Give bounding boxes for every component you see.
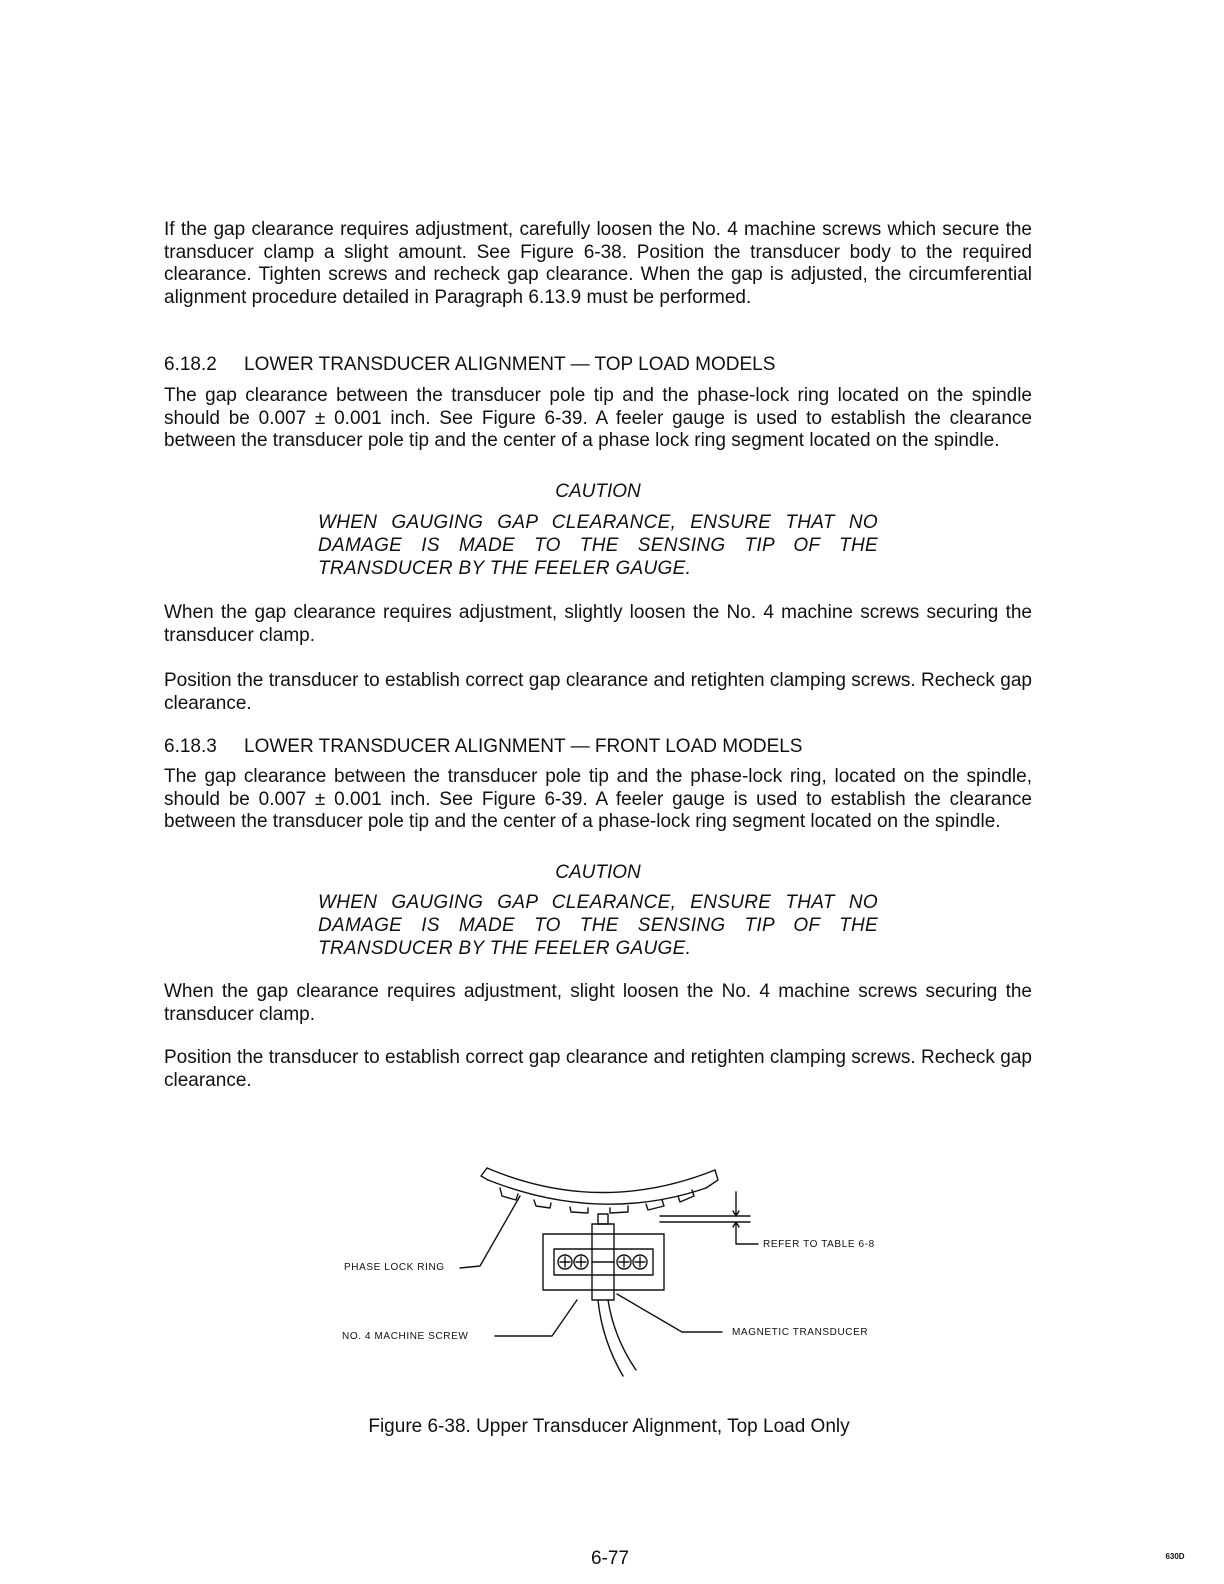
caution-text: WHEN GAUGING GAP CLEARANCE, ENSURE THAT NO DAMAGE IS MADE TO THE SENSING TIP OF THE TRANSDUCER BY THE FEELER GAUGE. <box>318 892 878 959</box>
pole-tip <box>598 1214 608 1224</box>
phase-lock-ring-label: PHASE LOCK RING <box>344 1262 445 1273</box>
section-title: LOWER TRANSDUCER ALIGNMENT — FRONT LOAD MODELS <box>244 736 803 757</box>
page-number: 6-77 <box>590 1548 630 1569</box>
machine-screw-leader <box>495 1300 577 1336</box>
front-load-body-paragraph: The gap clearance between the transducer pole tip and the phase-lock ring, located on the spindle, should be 0.007 ± 0.001 inch. See Figure 6-39. A feeler gauge is used to establish the clearance between the transducer pole tip and the center of a phase-lock ring segment located on the spindle. <box>164 766 1032 833</box>
ring-left-end <box>481 1168 488 1180</box>
transducer-cable <box>598 1300 636 1376</box>
gap-arrow-up <box>733 1222 758 1244</box>
document-code: 630D <box>1165 1552 1185 1561</box>
magnetic-transducer-leader <box>617 1294 722 1332</box>
top-load-position-paragraph: Position the transducer to establish correct gap clearance and retighten clamping screws. Recheck gap clearance. <box>164 670 1032 714</box>
magnetic-transducer-label: MAGNETIC TRANSDUCER <box>732 1327 869 1338</box>
refer-table-label: REFER TO TABLE 6-8 <box>763 1239 875 1250</box>
section-number: 6.18.2 <box>164 354 217 375</box>
front-load-adjust-paragraph: When the gap clearance requires adjustment, slight loosen the No. 4 machine screws securing the transducer clamp. <box>164 981 1032 1025</box>
caution-title: CAUTION <box>555 481 641 502</box>
front-load-position-paragraph: Position the transducer to establish correct gap clearance and retighten clamping screws. Recheck gap clearance. <box>164 1047 1032 1091</box>
gap-arrow-down <box>733 1192 739 1216</box>
intro-paragraph: If the gap clearance requires adjustment, carefully loosen the No. 4 machine screws which secure the transducer clamp a slight amount. See Figure 6-38. Position the transducer body to the required clearance. Tighten screws and recheck gap clearance. When the gap is adjusted, the circumferential alignment procedure detailed in Paragraph 6.13.9 must be performed. <box>164 219 1032 308</box>
section-heading-top-load <box>164 354 775 376</box>
top-load-adjust-paragraph: When the gap clearance requires adjustment, slightly loosen the No. 4 machine screws securing the transducer clamp. <box>164 602 1032 646</box>
section-title: LOWER TRANSDUCER ALIGNMENT — TOP LOAD MODELS <box>244 354 776 375</box>
phase-lock-ring-leader <box>460 1196 520 1268</box>
ring-outer-arc <box>487 1168 715 1193</box>
caution-text: WHEN GAUGING GAP CLEARANCE, ENSURE THAT NO DAMAGE IS MADE TO THE SENSING TIP OF THE TRANSDUCER BY THE FEELER GAUGE. <box>318 512 878 579</box>
section-heading-front-load <box>164 736 802 758</box>
transducer-alignment-diagram <box>330 1158 900 1393</box>
caution-title: CAUTION <box>555 862 641 883</box>
top-load-body-paragraph: The gap clearance between the transducer pole tip and the phase-lock ring located on the spindle should be 0.007 ± 0.001 inch. See Figure 6-39. A feeler gauge is used to establish the clearance between the transducer pole tip and the center of a phase lock ring segment located on the spindle. <box>164 385 1032 452</box>
machine-screw-label: NO. 4 MACHINE SCREW <box>342 1331 469 1342</box>
section-number: 6.18.3 <box>164 736 217 757</box>
figure-caption: Figure 6-38. Upper Transducer Alignment, Top Load Only <box>368 1416 850 1437</box>
